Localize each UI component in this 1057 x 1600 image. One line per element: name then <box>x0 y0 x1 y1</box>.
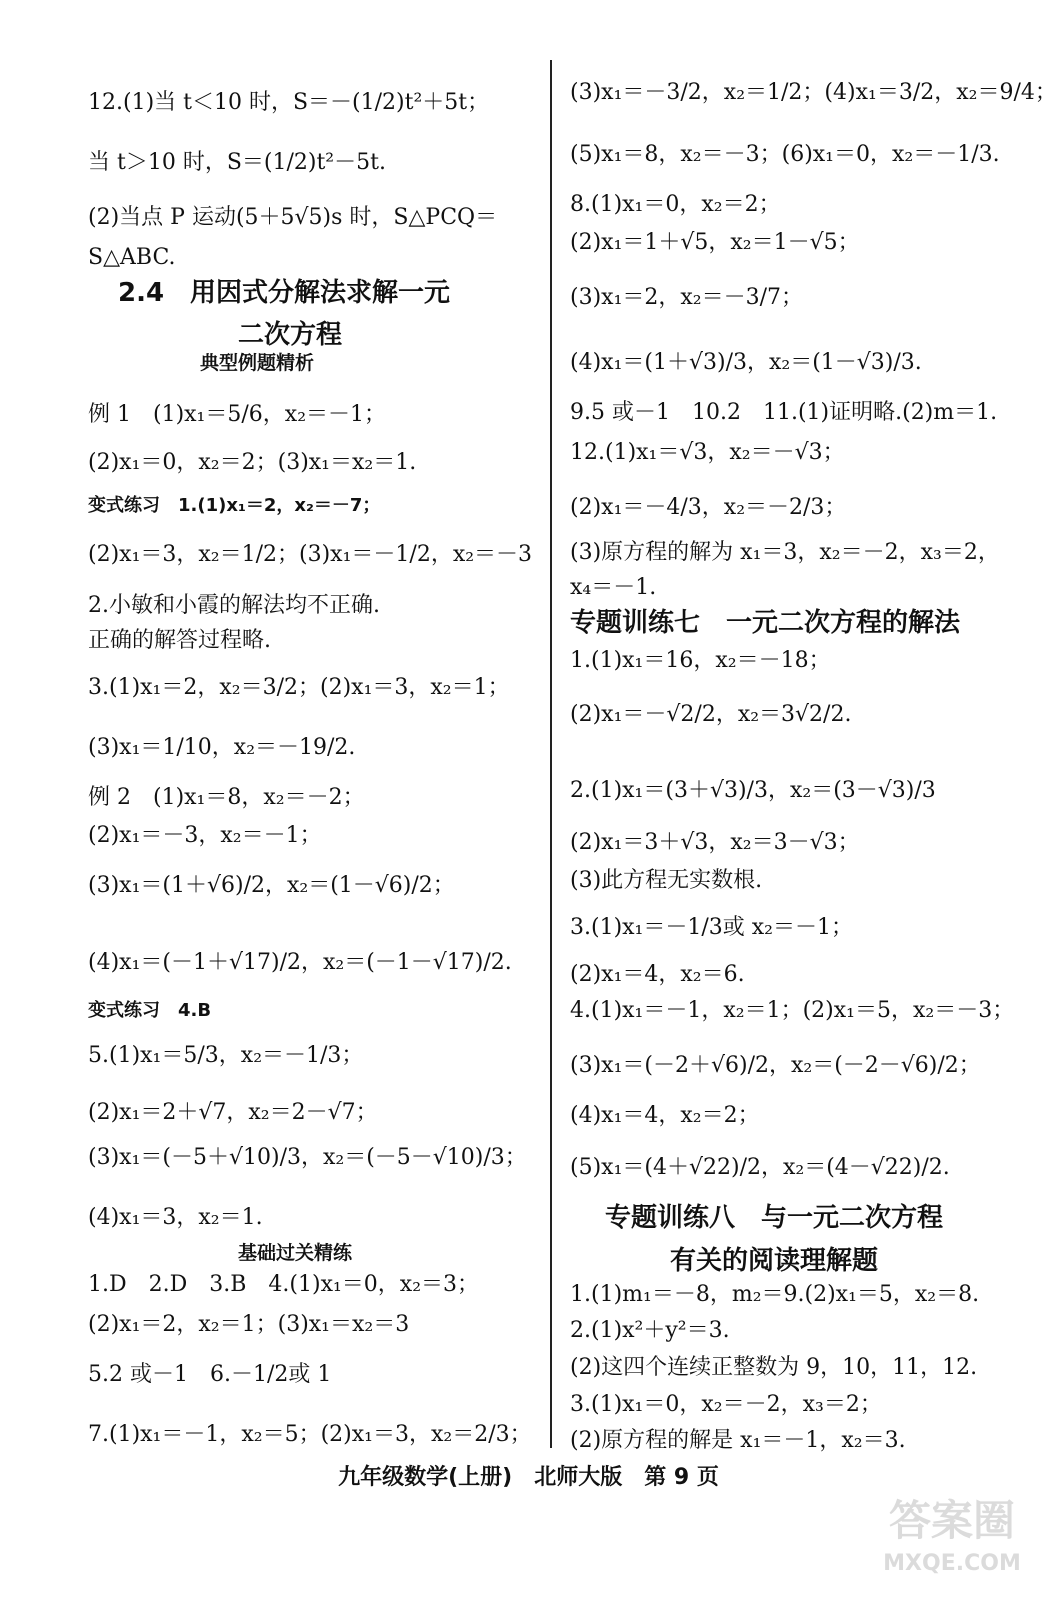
right-text-line: 4.(1)x₁＝－1，x₂＝1；(2)x₁＝5，x₂＝－3； <box>570 998 1015 1023</box>
left-text-line: 7.(1)x₁＝－1，x₂＝5；(2)x₁＝3，x₂＝2/3； <box>88 1422 532 1447</box>
left-text-line: 变式练习 4.B <box>88 1000 212 1021</box>
left-text-line: 二次方程 <box>238 320 343 350</box>
left-text-line: (2)x₁＝－3，x₂＝－1； <box>88 823 322 848</box>
left-text-line: 5.(1)x₁＝5/3，x₂＝－1/3； <box>88 1043 364 1068</box>
right-text-line: 专题训练七 一元二次方程的解法 <box>570 608 961 638</box>
left-text-line: (3)x₁＝1/10，x₂＝－19/2. <box>88 735 356 760</box>
left-text-line: 典型例题精析 <box>200 352 315 374</box>
left-text-line: S△ABC. <box>88 245 176 270</box>
watermark-text: 答案圈 <box>888 1496 1016 1545</box>
right-text-line: 8.(1)x₁＝0，x₂＝2； <box>570 192 781 217</box>
left-text-line: (2)当点 P 运动(5＋5√5)s 时，S△PCQ＝ <box>88 205 498 230</box>
left-text-line: (2)x₁＝3，x₂＝1/2；(3)x₁＝－1/2，x₂＝－3 <box>88 542 533 567</box>
right-text-line: 12.(1)x₁＝√3，x₂＝－√3； <box>570 440 845 465</box>
left-text-line: 12.(1)当 t＜10 时，S＝－(1/2)t²＋5t； <box>88 90 490 115</box>
left-text-line: 1.D 2.D 3.B 4.(1)x₁＝0，x₂＝3； <box>88 1272 480 1297</box>
right-text-line: (2)x₁＝3＋√3，x₂＝3－√3； <box>570 830 860 855</box>
right-text-line: 1.(1)m₁＝－8，m₂＝9.(2)x₁＝5，x₂＝8. <box>570 1282 980 1307</box>
right-text-line: (3)原方程的解为 x₁＝3，x₂＝－2，x₃＝2， <box>570 540 1000 565</box>
right-text-line: (3)此方程无实数根. <box>570 868 763 893</box>
right-text-line: 2.(1)x²＋y²＝3. <box>570 1318 730 1343</box>
left-text-line: (2)x₁＝2＋√7，x₂＝2－√7； <box>88 1100 378 1125</box>
left-text-line: 2.小敏和小霞的解法均不正确. <box>88 593 380 618</box>
watermark-logo <box>867 1485 1037 1580</box>
left-text-line: 例 2 (1)x₁＝8，x₂＝－2； <box>88 785 365 810</box>
left-text-line: (3)x₁＝(1＋√6)/2，x₂＝(1－√6)/2； <box>88 873 455 898</box>
right-text-line: (3)x₁＝(－2＋√6)/2，x₂＝(－2－√6)/2； <box>570 1053 981 1078</box>
left-text-line: (4)x₁＝(－1＋√17)/2，x₂＝(－1－√17)/2. <box>88 950 512 975</box>
left-text-line: 正确的解答过程略. <box>88 628 271 653</box>
right-text-line: x₄＝－1. <box>570 575 657 600</box>
right-text-line: 3.(1)x₁＝－1/3或 x₂＝－1； <box>570 915 854 940</box>
right-text-line: 1.(1)x₁＝16，x₂＝－18； <box>570 648 831 673</box>
right-text-line: (5)x₁＝8，x₂＝－3；(6)x₁＝0，x₂＝－1/3. <box>570 142 1000 167</box>
right-text-line: (4)x₁＝4，x₂＝2； <box>570 1103 760 1128</box>
right-text-line: (3)x₁＝2，x₂＝－3/7； <box>570 285 804 310</box>
left-text-line: (2)x₁＝0，x₂＝2；(3)x₁＝x₂＝1. <box>88 450 417 475</box>
left-text-line: 例 1 (1)x₁＝5/6，x₂＝－1； <box>88 402 387 427</box>
right-text-line: (2)x₁＝－√2/2，x₂＝3√2/2. <box>570 702 852 727</box>
left-text-line: 5.2 或－1 6.－1/2或 1 <box>88 1362 332 1387</box>
right-text-line: (2)x₁＝1＋√5，x₂＝1－√5； <box>570 230 860 255</box>
right-text-line: 3.(1)x₁＝0，x₂＝－2，x₃＝2； <box>570 1392 882 1417</box>
left-text-line: 基础过关精练 <box>238 1242 353 1264</box>
left-text-line: 变式练习 1.(1)x₁＝2，x₂＝－7； <box>88 495 381 516</box>
right-text-line: 专题训练八 与一元二次方程 <box>605 1203 944 1233</box>
right-text-line: (4)x₁＝(1＋√3)/3，x₂＝(1－√3)/3. <box>570 350 922 375</box>
watermark-url: MXQE.COM <box>883 1551 1021 1576</box>
column-divider <box>550 60 552 1448</box>
right-text-line: 9.5 或－1 10.2 11.(1)证明略.(2)m＝1. <box>570 400 998 425</box>
right-text-line: (2)x₁＝4，x₂＝6. <box>570 962 745 987</box>
left-text-line: (3)x₁＝(－5＋√10)/3，x₂＝(－5－√10)/3； <box>88 1145 527 1170</box>
right-text-line: (5)x₁＝(4＋√22)/2，x₂＝(4－√22)/2. <box>570 1155 950 1180</box>
right-text-line: (2)这四个连续正整数为 9，10，11，12. <box>570 1355 978 1380</box>
right-text-line: (2)原方程的解是 x₁＝－1，x₂＝3. <box>570 1428 906 1453</box>
left-text-line: 2.4 用因式分解法求解一元 <box>118 278 451 308</box>
right-text-line: (3)x₁＝－3/2，x₂＝1/2；(4)x₁＝3/2，x₂＝9/4； <box>570 80 1057 105</box>
left-text-line: 3.(1)x₁＝2，x₂＝3/2；(2)x₁＝3，x₂＝1； <box>88 675 510 700</box>
left-text-line: (2)x₁＝2，x₂＝1；(3)x₁＝x₂＝3 <box>88 1312 410 1337</box>
left-text-line: (4)x₁＝3，x₂＝1. <box>88 1205 263 1230</box>
page-footer: 九年级数学(上册) 北师大版 第 9 页 <box>338 1465 719 1490</box>
right-text-line: 2.(1)x₁＝(3＋√3)/3，x₂＝(3－√3)/3 <box>570 778 936 803</box>
right-text-line: 有关的阅读理解题 <box>670 1246 879 1276</box>
right-text-line: (2)x₁＝－4/3，x₂＝－2/3； <box>570 495 847 520</box>
left-text-line: 当 t＞10 时，S＝(1/2)t²－5t. <box>88 150 386 175</box>
